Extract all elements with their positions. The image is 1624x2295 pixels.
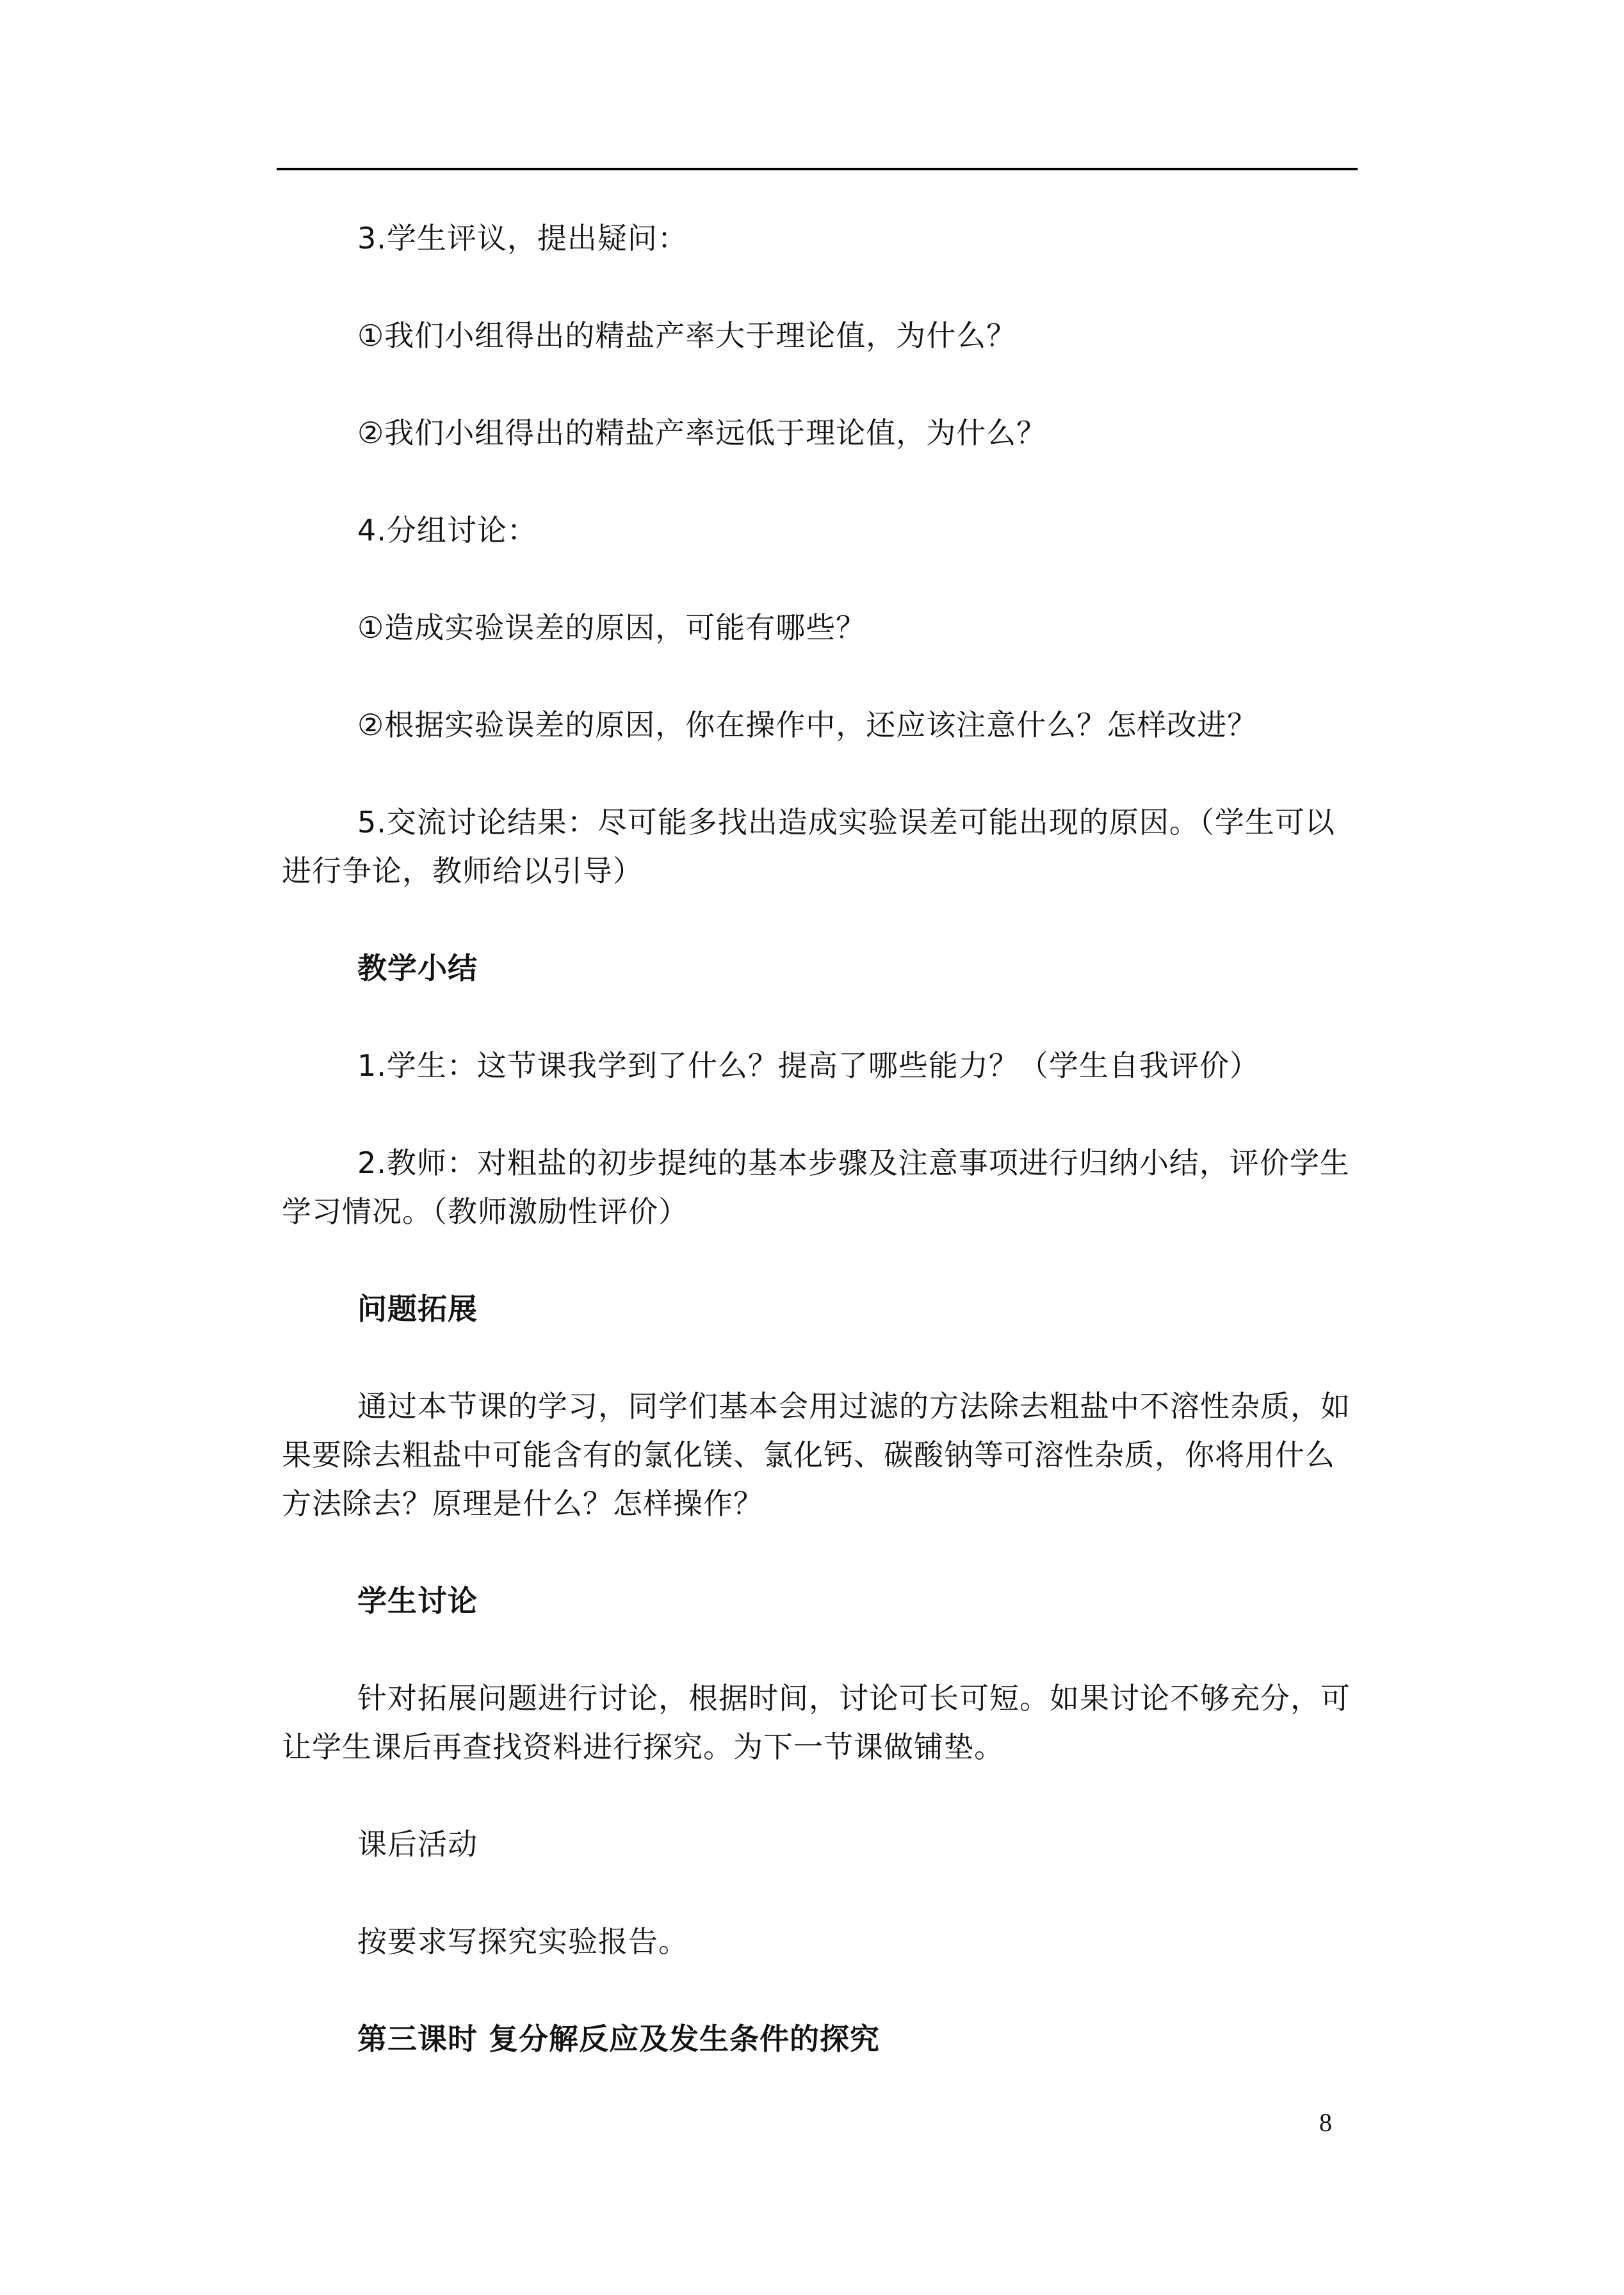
paragraph-error-causes: ①造成实验误差的原因，可能有哪些？ <box>357 610 866 645</box>
paragraph-group-discussion: 4.分组讨论： <box>357 513 537 547</box>
paragraph-exchange-results: 5.交流讨论结果：尽可能多找出造成实验误差可能出现的原因。（学生可以进行争论，教师给以引导） <box>282 805 1335 888</box>
paragraph-lab-report: 按要求写探究实验报告。 <box>357 1924 688 1959</box>
heading-teaching-summary: 教学小结 <box>357 951 478 985</box>
heading-third-lesson: 第三课时 复分解反应及发生条件的探究 <box>357 2022 881 2056</box>
heading-after-class-activity: 课后活动 <box>357 1827 478 1861</box>
heading-problem-extension: 问题拓展 <box>357 1292 478 1326</box>
paragraph-improvements: ②根据实验误差的原因，你在操作中，还应该注意什么？怎样改进？ <box>357 708 1258 742</box>
paragraph-teacher-summary: 2.教师：对粗盐的初步提纯的基本步骤及注意事项进行归纳小结，评价学生学习情况。（教师激励性评价） <box>282 1146 1350 1229</box>
paragraph-question-yield-below: ②我们小组得出的精盐产率远低于理论值，为什么？ <box>357 416 1047 450</box>
paragraph-discussion-note: 针对拓展问题进行讨论，根据时间，讨论可长可短。如果讨论不够充分，可让学生课后再查找资料进行探究。为下一节课做铺垫。 <box>282 1681 1351 1764</box>
paragraph-student-summary: 1.学生：这节课我学到了什么？提高了哪些能力？（学生自我评价） <box>357 1048 1260 1083</box>
paragraph-student-review: 3.学生评议，提出疑问： <box>357 221 688 255</box>
page-body <box>282 214 1358 2063</box>
page-number: 8 <box>1319 2108 1332 2137</box>
paragraph-extension-question: 通过本节课的学习，同学们基本会用过滤的方法除去粗盐中不溶性杂质，如果要除去粗盐中可能含有的氯化镁、氯化钙、碳酸钠等可溶性杂质，你将用什么方法除去？原理是什么？怎样操作？ <box>282 1389 1351 1521</box>
header-rule <box>277 168 1358 170</box>
paragraph-question-yield-above: ①我们小组得出的精盐产率大于理论值，为什么？ <box>357 318 1017 353</box>
heading-student-discussion: 学生讨论 <box>357 1584 478 1618</box>
